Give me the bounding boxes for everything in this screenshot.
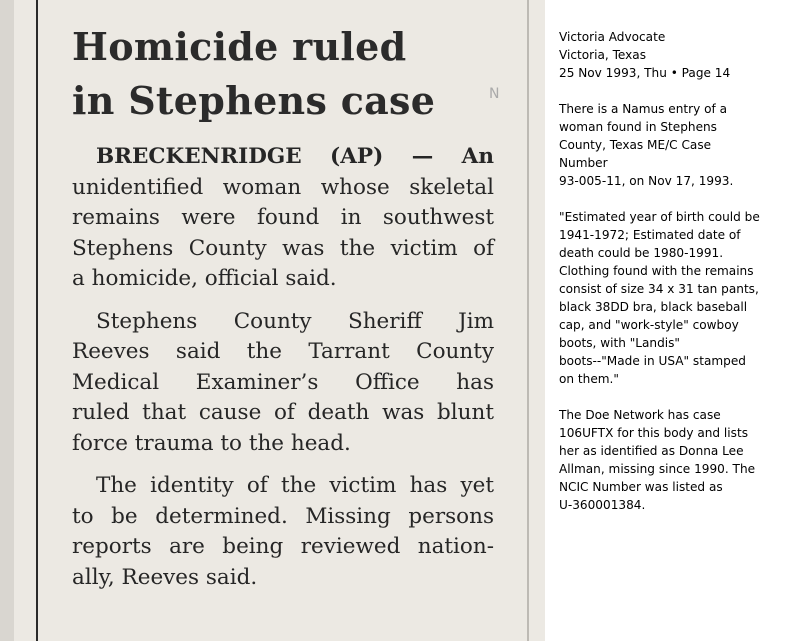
note-line: woman found in Stephens <box>559 120 717 134</box>
text-line: Reeves said the Tarrant County <box>72 339 494 364</box>
paragraph-2 <box>72 307 494 460</box>
dateline: BRECKENRIDGE (AP) — An <box>96 144 494 169</box>
text-line: a homicide, official said. <box>72 266 337 291</box>
note-line: 25 Nov 1993, Thu • Page 14 <box>559 66 731 80</box>
text-line: Stephens County was the victim of <box>72 235 494 261</box>
headline-line-2: in Stephens case <box>72 78 436 123</box>
text-line: Medical Examiner’s Office has <box>72 369 494 395</box>
text-line: unidentified woman whose skeletal <box>72 174 494 200</box>
note-line: Clothing found with the remains <box>559 264 754 278</box>
note-line: black 38DD bra, black baseball <box>559 300 748 314</box>
text-line: ally, Reeves said. <box>72 564 258 590</box>
note-line: Victoria Advocate <box>559 30 666 44</box>
doe-network-note <box>559 406 779 514</box>
text-line: reports are being reviewed nation- <box>72 534 494 559</box>
note-line: death could be 1980-1991. <box>559 246 724 260</box>
margin-mark: N <box>489 86 500 102</box>
note-line: County, Texas ME/C Case <box>559 138 712 152</box>
note-line: U-360001384. <box>559 498 646 512</box>
note-line: her as identified as Donna Lee <box>559 444 744 458</box>
article-body <box>72 142 494 605</box>
note-line: cap, and "work-style" cowboy <box>559 318 739 332</box>
note-line: 106UFTX for this body and lists <box>559 426 748 440</box>
note-line: boots, with "Landis" <box>559 336 680 350</box>
note-line: on them." <box>559 372 619 386</box>
text-line: remains were found in southwest <box>72 205 494 230</box>
note-line: consist of size 34 x 31 tan pants, <box>559 282 759 296</box>
note-line: There is a Namus entry of a <box>559 102 728 116</box>
note-line: "Estimated year of birth could be <box>559 210 760 224</box>
namus-note <box>559 100 779 190</box>
note-line: 1941-1972; Estimated date of <box>559 228 741 242</box>
note-line: Victoria, Texas <box>559 48 647 62</box>
column-rule-right <box>527 0 529 641</box>
note-line: Allman, missing since 1990. The <box>559 462 756 476</box>
text-line: Stephens County Sheriff Jim <box>96 308 494 334</box>
page-edge-shadow <box>0 0 14 641</box>
note-line: boots--"Made in USA" stamped <box>559 354 746 368</box>
source-citation <box>559 28 779 82</box>
article-headline <box>72 20 522 128</box>
column-rule-left <box>36 0 38 641</box>
note-line: Number <box>559 156 608 170</box>
note-line: NCIC Number was listed as <box>559 480 723 494</box>
text-line: ruled that cause of death was blunt <box>72 400 494 425</box>
namus-quote <box>559 208 779 388</box>
note-line: 93-005-11, on Nov 17, 1993. <box>559 174 734 188</box>
headline-line-1: Homicide ruled <box>72 24 407 69</box>
text-line: to be determined. Missing persons <box>72 503 494 529</box>
paragraph-3 <box>72 471 494 593</box>
annotation-notes <box>559 28 779 532</box>
note-line: The Doe Network has case <box>559 408 721 422</box>
text-line: force trauma to the head. <box>72 430 351 456</box>
text-line: The identity of the victim has yet <box>96 473 494 498</box>
paragraph-1 <box>72 142 494 295</box>
